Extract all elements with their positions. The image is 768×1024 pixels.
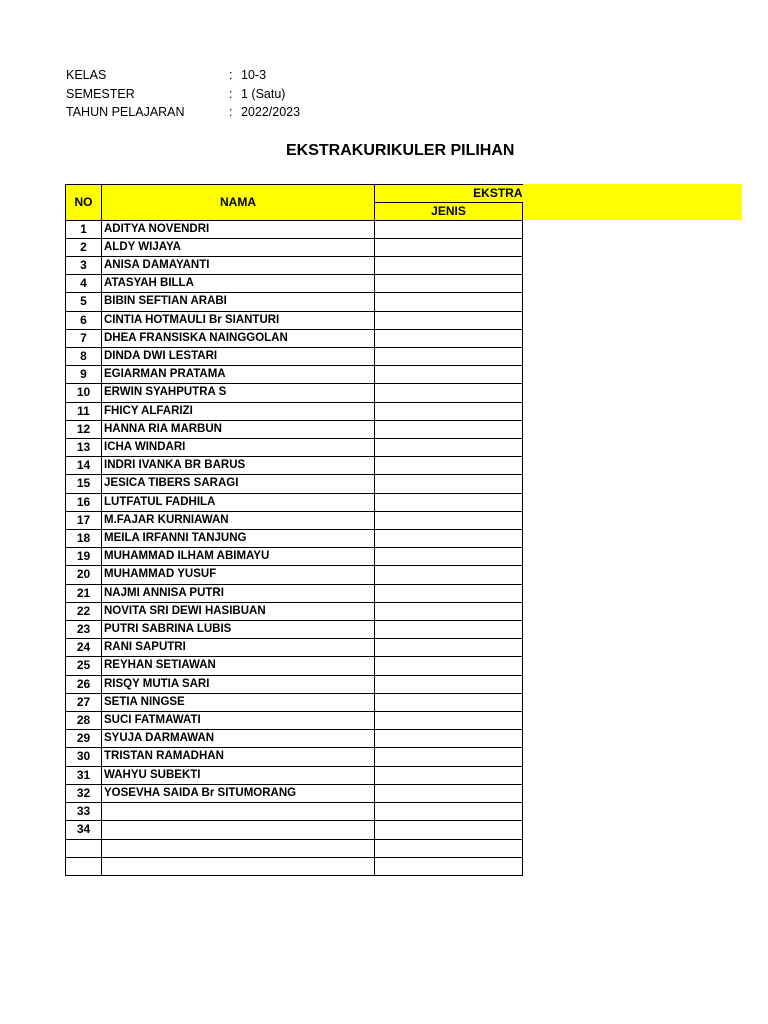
- info-value: 2022/2023: [241, 105, 301, 119]
- cell-nama[interactable]: ICHA WINDARI: [102, 439, 375, 457]
- info-label: SEMESTER: [66, 86, 135, 101]
- cell-no[interactable]: 2: [66, 238, 102, 256]
- cell-jenis[interactable]: [375, 311, 523, 329]
- cell-jenis[interactable]: [375, 766, 523, 784]
- cell-jenis[interactable]: [375, 602, 523, 620]
- table-row: [66, 257, 523, 275]
- cell-nama[interactable]: LUTFATUL FADHILA: [102, 493, 375, 511]
- table-row: [66, 748, 523, 766]
- cell-no[interactable]: 33: [66, 803, 102, 821]
- table-row: [66, 693, 523, 711]
- table-row: [66, 530, 523, 548]
- info-colon: :: [229, 86, 233, 101]
- cell-jenis[interactable]: [375, 803, 523, 821]
- table-body: [66, 220, 523, 875]
- table-row: [66, 621, 523, 639]
- cell-no[interactable]: 20: [66, 566, 102, 584]
- cell-no[interactable]: [66, 839, 102, 857]
- cell-nama[interactable]: [102, 821, 375, 839]
- table-row: [66, 220, 523, 238]
- cell-nama[interactable]: SYUJA DARMAWAN: [102, 730, 375, 748]
- cell-nama[interactable]: BIBIN SEFTIAN ARABI: [102, 293, 375, 311]
- cell-no[interactable]: 25: [66, 657, 102, 675]
- cell-no[interactable]: 28: [66, 712, 102, 730]
- cell-nama[interactable]: MUHAMMAD YUSUF: [102, 566, 375, 584]
- cell-no[interactable]: 29: [66, 730, 102, 748]
- table-row: [66, 402, 523, 420]
- cell-no[interactable]: 17: [66, 511, 102, 529]
- table-row: [66, 784, 523, 802]
- cell-no[interactable]: 27: [66, 693, 102, 711]
- header-jenis[interactable]: JENIS: [375, 202, 523, 220]
- table-row: [66, 566, 523, 584]
- table-row: [66, 348, 523, 366]
- cell-no[interactable]: 34: [66, 821, 102, 839]
- cell-nama[interactable]: DINDA DWI LESTARI: [102, 348, 375, 366]
- cell-nama[interactable]: ATASYAH BILLA: [102, 275, 375, 293]
- cell-no[interactable]: 32: [66, 784, 102, 802]
- cell-no[interactable]: 9: [66, 366, 102, 384]
- cell-jenis[interactable]: [375, 439, 523, 457]
- table-row: [66, 548, 523, 566]
- cell-nama[interactable]: INDRI IVANKA BR BARUS: [102, 457, 375, 475]
- table-row: [66, 329, 523, 347]
- header-nama[interactable]: NAMA: [102, 185, 375, 221]
- cell-no[interactable]: 7: [66, 329, 102, 347]
- cell-no[interactable]: 31: [66, 766, 102, 784]
- cell-no[interactable]: [66, 857, 102, 875]
- cell-no[interactable]: 11: [66, 402, 102, 420]
- table-row: [66, 511, 523, 529]
- cell-jenis[interactable]: [375, 821, 523, 839]
- cell-nama[interactable]: NAJMI ANNISA PUTRI: [102, 584, 375, 602]
- cell-nama[interactable]: ADITYA NOVENDRI: [102, 220, 375, 238]
- cell-jenis[interactable]: [375, 238, 523, 256]
- cell-jenis[interactable]: [375, 621, 523, 639]
- cell-jenis[interactable]: [375, 329, 523, 347]
- cell-nama[interactable]: SUCI FATMAWATI: [102, 712, 375, 730]
- table-row: [66, 275, 523, 293]
- cell-jenis[interactable]: [375, 839, 523, 857]
- cell-jenis[interactable]: [375, 675, 523, 693]
- cell-nama[interactable]: DHEA FRANSISKA NAINGGOLAN: [102, 329, 375, 347]
- cell-nama[interactable]: FHICY ALFARIZI: [102, 402, 375, 420]
- cell-jenis[interactable]: [375, 712, 523, 730]
- class-info: [66, 66, 300, 122]
- table-row: [66, 602, 523, 620]
- table-row: [66, 584, 523, 602]
- table-row: [66, 712, 523, 730]
- cell-jenis[interactable]: [375, 493, 523, 511]
- table-row: [66, 311, 523, 329]
- cell-no[interactable]: 23: [66, 621, 102, 639]
- table-row: [66, 766, 523, 784]
- table-row: [66, 857, 523, 875]
- cell-no[interactable]: 22: [66, 602, 102, 620]
- cell-no[interactable]: 30: [66, 748, 102, 766]
- cell-no[interactable]: 4: [66, 275, 102, 293]
- cell-jenis[interactable]: [375, 511, 523, 529]
- info-colon: :: [229, 68, 233, 82]
- cell-no[interactable]: 14: [66, 457, 102, 475]
- student-table: [65, 184, 523, 876]
- cell-nama[interactable]: [102, 839, 375, 857]
- table-row: [66, 293, 523, 311]
- cell-no[interactable]: 18: [66, 530, 102, 548]
- table-row: [66, 639, 523, 657]
- cell-no[interactable]: 6: [66, 311, 102, 329]
- cell-no[interactable]: 8: [66, 348, 102, 366]
- table-row: [66, 475, 523, 493]
- table-row: [66, 366, 523, 384]
- cell-no[interactable]: 13: [66, 439, 102, 457]
- cell-jenis[interactable]: [375, 293, 523, 311]
- page-title: EKSTRAKURIKULER PILIHAN: [286, 142, 515, 159]
- cell-nama[interactable]: ANISA DAMAYANTI: [102, 257, 375, 275]
- info-label: TAHUN PELAJARAN: [66, 105, 185, 119]
- table-row: [66, 839, 523, 857]
- cell-no[interactable]: 3: [66, 257, 102, 275]
- cell-jenis[interactable]: [375, 639, 523, 657]
- cell-no[interactable]: 24: [66, 639, 102, 657]
- cell-nama[interactable]: [102, 857, 375, 875]
- cell-jenis[interactable]: [375, 566, 523, 584]
- cell-no[interactable]: 26: [66, 675, 102, 693]
- table-row: [66, 821, 523, 839]
- cell-nama[interactable]: NOVITA SRI DEWI HASIBUAN: [102, 602, 375, 620]
- cell-jenis[interactable]: [375, 530, 523, 548]
- cell-nama[interactable]: CINTIA HOTMAULI Br SIANTURI: [102, 311, 375, 329]
- cell-no[interactable]: 12: [66, 420, 102, 438]
- info-row-tahun-pelajaran: [66, 103, 300, 122]
- header-highlight-band: [522, 184, 742, 220]
- cell-no[interactable]: 15: [66, 475, 102, 493]
- table-row: [66, 730, 523, 748]
- cell-no[interactable]: 21: [66, 584, 102, 602]
- cell-jenis[interactable]: [375, 384, 523, 402]
- cell-jenis[interactable]: [375, 748, 523, 766]
- cell-nama[interactable]: MEILA IRFANNI TANJUNG: [102, 530, 375, 548]
- table-row: [66, 420, 523, 438]
- cell-jenis[interactable]: [375, 348, 523, 366]
- table-row: [66, 384, 523, 402]
- cell-jenis[interactable]: [375, 220, 523, 238]
- cell-jenis[interactable]: [375, 366, 523, 384]
- table-row: [66, 803, 523, 821]
- info-row-kelas: [66, 66, 300, 85]
- table-row: [66, 657, 523, 675]
- cell-nama[interactable]: ALDY WIJAYA: [102, 238, 375, 256]
- cell-no[interactable]: 1: [66, 220, 102, 238]
- cell-jenis[interactable]: [375, 730, 523, 748]
- cell-jenis[interactable]: [375, 693, 523, 711]
- table-row: [66, 457, 523, 475]
- cell-jenis[interactable]: [375, 402, 523, 420]
- info-value: 1 (Satu): [241, 86, 286, 101]
- cell-nama[interactable]: JESICA TIBERS SARAGI: [102, 475, 375, 493]
- cell-nama[interactable]: [102, 803, 375, 821]
- cell-nama[interactable]: TRISTAN RAMADHAN: [102, 748, 375, 766]
- cell-nama[interactable]: REYHAN SETIAWAN: [102, 657, 375, 675]
- info-label: KELAS: [66, 68, 107, 82]
- cell-nama[interactable]: RISQY MUTIA SARI: [102, 675, 375, 693]
- cell-nama[interactable]: WAHYU SUBEKTI: [102, 766, 375, 784]
- info-colon: :: [229, 105, 233, 119]
- table-row: [66, 493, 523, 511]
- table-row: [66, 238, 523, 256]
- cell-no[interactable]: 19: [66, 548, 102, 566]
- table-row: [66, 439, 523, 457]
- info-row-semester: [66, 85, 300, 104]
- cell-jenis[interactable]: [375, 457, 523, 475]
- cell-jenis[interactable]: [375, 857, 523, 875]
- cell-no[interactable]: 16: [66, 493, 102, 511]
- cell-jenis[interactable]: [375, 257, 523, 275]
- cell-nama[interactable]: YOSEVHA SAIDA Br SITUMORANG: [102, 784, 375, 802]
- cell-nama[interactable]: PUTRI SABRINA LUBIS: [102, 621, 375, 639]
- cell-jenis[interactable]: [375, 548, 523, 566]
- header-row-top: [66, 185, 523, 203]
- cell-jenis[interactable]: [375, 784, 523, 802]
- header-no[interactable]: NO: [66, 185, 102, 221]
- cell-no[interactable]: 10: [66, 384, 102, 402]
- cell-jenis[interactable]: [375, 657, 523, 675]
- cell-no[interactable]: 5: [66, 293, 102, 311]
- cell-jenis[interactable]: [375, 475, 523, 493]
- cell-nama[interactable]: SETIA NINGSE: [102, 693, 375, 711]
- cell-jenis[interactable]: [375, 584, 523, 602]
- cell-jenis[interactable]: [375, 420, 523, 438]
- cell-jenis[interactable]: [375, 275, 523, 293]
- header-ekstra[interactable]: EKSTRA: [375, 185, 523, 203]
- table-row: [66, 675, 523, 693]
- cell-nama[interactable]: MUHAMMAD ILHAM ABIMAYU: [102, 548, 375, 566]
- cell-nama[interactable]: M.FAJAR KURNIAWAN: [102, 511, 375, 529]
- info-value: 10-3: [241, 68, 267, 82]
- cell-nama[interactable]: ERWIN SYAHPUTRA S: [102, 384, 375, 402]
- cell-nama[interactable]: EGIARMAN PRATAMA: [102, 366, 375, 384]
- cell-nama[interactable]: HANNA RIA MARBUN: [102, 420, 375, 438]
- cell-nama[interactable]: RANI SAPUTRI: [102, 639, 375, 657]
